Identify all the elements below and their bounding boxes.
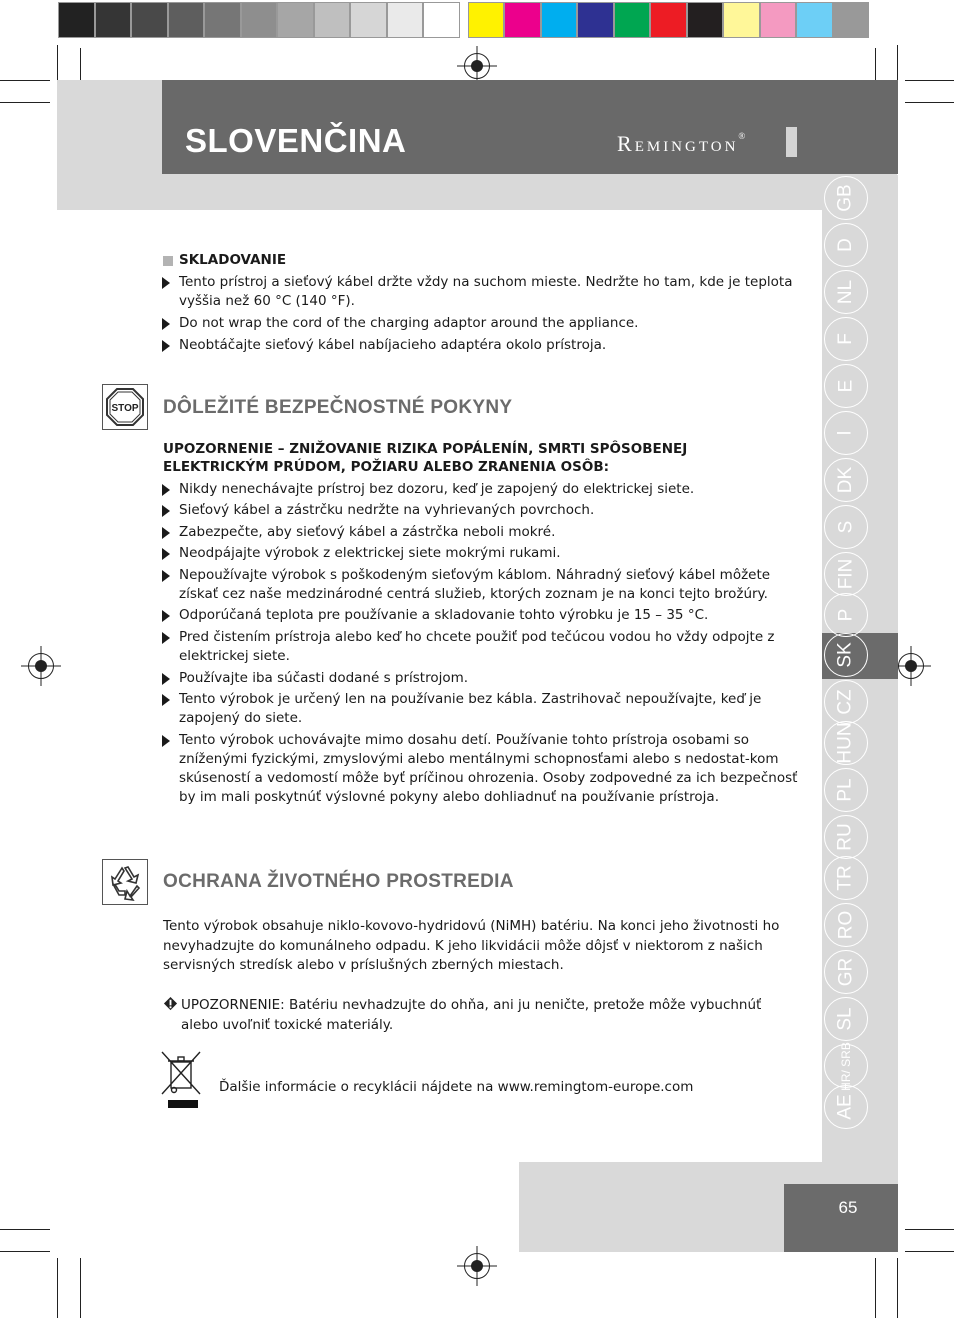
tab-label: S (835, 520, 856, 534)
calibration-swatch (796, 2, 833, 38)
tab-label: HR/ SRB (838, 1041, 853, 1091)
bullet-arrow-icon (162, 318, 170, 330)
list-item-text: Nikdy nenechávajte prístroj bez dozoru, keď je zapojený do elektrickej siete. (179, 481, 695, 497)
calibration-swatch (468, 2, 504, 38)
tab-label: F (834, 333, 856, 345)
tab-label: DK (835, 466, 856, 494)
registration-mark (464, 1253, 490, 1279)
tab-sl[interactable] (824, 997, 868, 1041)
storage-heading: SKLADOVANIE (179, 252, 287, 268)
tab-label: D (834, 238, 856, 252)
tab-ru[interactable] (824, 815, 868, 859)
list-item (162, 501, 799, 520)
tab-dk[interactable] (824, 458, 868, 502)
crop-mark (0, 1229, 50, 1230)
registration-mark (898, 653, 924, 679)
calibration-swatch (314, 2, 350, 38)
bullet-arrow-icon (162, 527, 170, 539)
stop-sign-icon (103, 385, 147, 429)
calibration-swatch (541, 2, 577, 38)
bullet-arrow-icon (162, 484, 170, 496)
tab-nl[interactable] (824, 270, 868, 314)
calibration-swatch (423, 2, 460, 38)
list-item (162, 628, 799, 666)
tab-cz[interactable] (824, 680, 868, 724)
tab-label: E (835, 379, 856, 393)
tab-label: TR (834, 865, 856, 891)
tab-pl[interactable] (824, 768, 868, 812)
bullet-arrow-icon (162, 340, 170, 352)
crop-mark (57, 1258, 58, 1318)
list-item (162, 544, 799, 563)
list-item-text: Sieťový kábel a zástrčku nedržte na vyhrievaných povrchoch. (179, 502, 595, 518)
page-title: SLOVENČINA (185, 122, 407, 159)
bullet-arrow-icon (162, 694, 170, 706)
recycle-info: Ďalšie informácie o recyklácii nájdete na www.remingtom-europe.com (219, 1079, 694, 1095)
bullet-arrow-icon (162, 735, 170, 747)
calibration-swatch (204, 2, 241, 38)
crop-mark (80, 1258, 81, 1318)
list-item-text: Tento výrobok je určený len na používanie bez kábla. Zastrihovač nepoužívajte, keď je zapojený do siete. (179, 691, 762, 726)
bullet-arrow-icon (162, 505, 170, 517)
list-item (162, 336, 799, 355)
safety-heading: DÔLEŽITÉ BEZPEČNOSTNÉ POKYNY (163, 397, 513, 418)
crop-mark (905, 80, 954, 81)
color-calibration-bar (58, 2, 896, 38)
crop-mark (905, 102, 954, 103)
calibration-swatch (687, 2, 723, 38)
tab-tr[interactable] (824, 856, 868, 900)
tab-sk[interactable] (824, 633, 868, 677)
stop-icon-box (102, 384, 148, 430)
section-marker (163, 256, 173, 266)
tab-gr[interactable] (824, 950, 868, 994)
list-item (162, 669, 799, 688)
list-item-text: Nepoužívajte výrobok s poškodeným sieťovým káblom. Náhradný sieťový kábel môžete získať cez naše medzinárodné centrá služieb, ktorých zoznam je na konci tejto brožúry. (179, 567, 771, 602)
tab-label: SK (834, 642, 856, 668)
list-item (162, 566, 799, 604)
tab-e[interactable] (824, 364, 868, 408)
list-item-text: Neobtáčajte sieťový kábel nabíjacieho adaptéra okolo prístroja. (179, 337, 607, 353)
brand-bar (786, 127, 797, 157)
list-item (162, 606, 799, 625)
calibration-swatch (95, 2, 131, 38)
list-item (162, 523, 799, 542)
list-item-text: Tento prístroj a sieťový kábel držte vždy na suchom mieste. Nedržte ho tam, kde je teplota vyššia než 60 °C (140 °F). (179, 274, 793, 309)
crop-mark (0, 80, 50, 81)
bullet-arrow-icon (162, 548, 170, 560)
calibration-swatch (760, 2, 796, 38)
bullet-arrow-icon (162, 632, 170, 644)
tab-label: CZ (834, 689, 856, 715)
tab-i[interactable] (824, 411, 868, 455)
calibration-swatch (241, 2, 277, 38)
tab-label: FIN (834, 558, 856, 590)
environment-heading: OCHRANA ŽIVOTNÉHO PROSTREDIA (163, 871, 514, 892)
bullet-arrow-icon (162, 673, 170, 685)
calibration-swatch (614, 2, 650, 38)
recycle-icon-box (102, 859, 148, 905)
list-item (162, 480, 799, 499)
tab-f[interactable] (824, 317, 868, 361)
stop-label: STOP (111, 403, 139, 414)
registration-mark (28, 653, 54, 679)
tab-label: PL (835, 778, 856, 802)
recycle-icon (103, 860, 147, 904)
battery-warning: UPOZORNENIE: Batériu nevhadzujte do ohňa, ani ju neničte, pretože môže vybuchnúť alebo uvoľniť toxické materiály. (181, 997, 762, 1033)
bullet-arrow-icon (162, 570, 170, 582)
list-item-text: Neodpájajte výrobok z elektrickej siete mokrými rukami. (179, 545, 561, 561)
tab-label: AE (834, 1094, 856, 1120)
tab-fin[interactable] (824, 552, 868, 596)
calibration-swatch (650, 2, 687, 38)
calibration-swatch (350, 2, 387, 38)
tab-d[interactable] (824, 223, 868, 267)
crossed-bin-icon (160, 1050, 204, 1110)
calibration-swatch (168, 2, 204, 38)
list-item (162, 314, 799, 333)
page-number: 65 (838, 1198, 858, 1217)
list-item-text: Používajte iba súčasti dodané s prístrojom. (179, 670, 469, 686)
tab-gb[interactable] (824, 176, 868, 220)
tab-hun[interactable] (824, 721, 868, 765)
calibration-swatch (504, 2, 541, 38)
page-number-box (784, 1184, 898, 1252)
list-item-text: Pred čistením prístroja alebo keď ho chcete použiť pod tečúcou vodou ho vždy odpojte z elektrickej siete. (179, 629, 775, 664)
list-item-text: Tento výrobok uchovávajte mimo dosahu detí. Používanie tohto prístroja osobami so zníženými fyzickými, zmyslovými alebo mentálnymi schopnosťami alebo s nedostat-kom skúseností a vedomostí môže byť príčinou ohrozenia. Osoby zodpovedné za ich bezpečnosť by im mali poskytnúť výslovné pokyny alebo dohliadnuť na používanie prístroja. (179, 732, 798, 805)
calibration-swatch (277, 2, 314, 38)
tab-label: GR (835, 957, 856, 987)
crop-mark (0, 102, 50, 103)
warning-diamond-icon (163, 996, 178, 1011)
crop-mark (897, 1258, 898, 1318)
calibration-swatch (833, 2, 869, 38)
safety-warning: UPOZORNENIE – ZNIŽOVANIE RIZIKA POPÁLENÍN, SMRTI SPÔSOBENEJ ELEKTRICKÝM PRÚDOM, POŽIARU ALEBO ZRANENIA OSÔB: (163, 441, 688, 475)
bullet-arrow-icon (162, 277, 170, 289)
list-item-text: Odporúčaná teplota pre používanie a skladovanie tohto výrobku je 15 – 35 °C. (179, 607, 709, 623)
tab-label: P (835, 608, 856, 622)
tab-label: I (835, 430, 856, 436)
list-item (162, 690, 799, 728)
tab-label: GB (834, 184, 856, 212)
list-item-text: Zabezpečte, aby sieťový kábel a zástrčka neboli mokré. (179, 524, 556, 540)
calibration-swatch (58, 2, 95, 38)
brand-logo: REMINGTON® (617, 131, 749, 156)
tab-label: NL (834, 279, 856, 305)
crop-mark (905, 1229, 954, 1230)
list-item (162, 273, 799, 311)
crop-mark (905, 1251, 954, 1252)
calibration-swatch (577, 2, 614, 38)
calibration-swatch (723, 2, 760, 38)
calibration-swatch (387, 2, 423, 38)
tab-label: RU (834, 823, 856, 851)
environment-paragraph: Tento výrobok obsahuje niklo-kovovo-hydridovú (NiMH) batériu. Na konci jeho životnosti ho nevyhadzujte do komunálneho odpadu. K jeho likvidácii môže dôjsť v niektorom z našich servisných stredísk alebo v príslušných zberných miestach. (163, 918, 780, 973)
tab-p[interactable] (824, 593, 868, 637)
tab-s[interactable] (824, 505, 868, 549)
tab-label: SL (835, 1007, 856, 1031)
registration-mark (464, 53, 490, 79)
calibration-swatch (131, 2, 168, 38)
list-item (162, 731, 799, 807)
tab-ro[interactable] (824, 903, 868, 947)
crop-mark (0, 1251, 50, 1252)
list-item-text: Do not wrap the cord of the charging adaptor around the appliance. (179, 315, 639, 331)
crop-mark (875, 1258, 876, 1318)
tab-label: RO (835, 910, 856, 940)
tab-label: HUN (834, 722, 856, 764)
bullet-arrow-icon (162, 610, 170, 622)
